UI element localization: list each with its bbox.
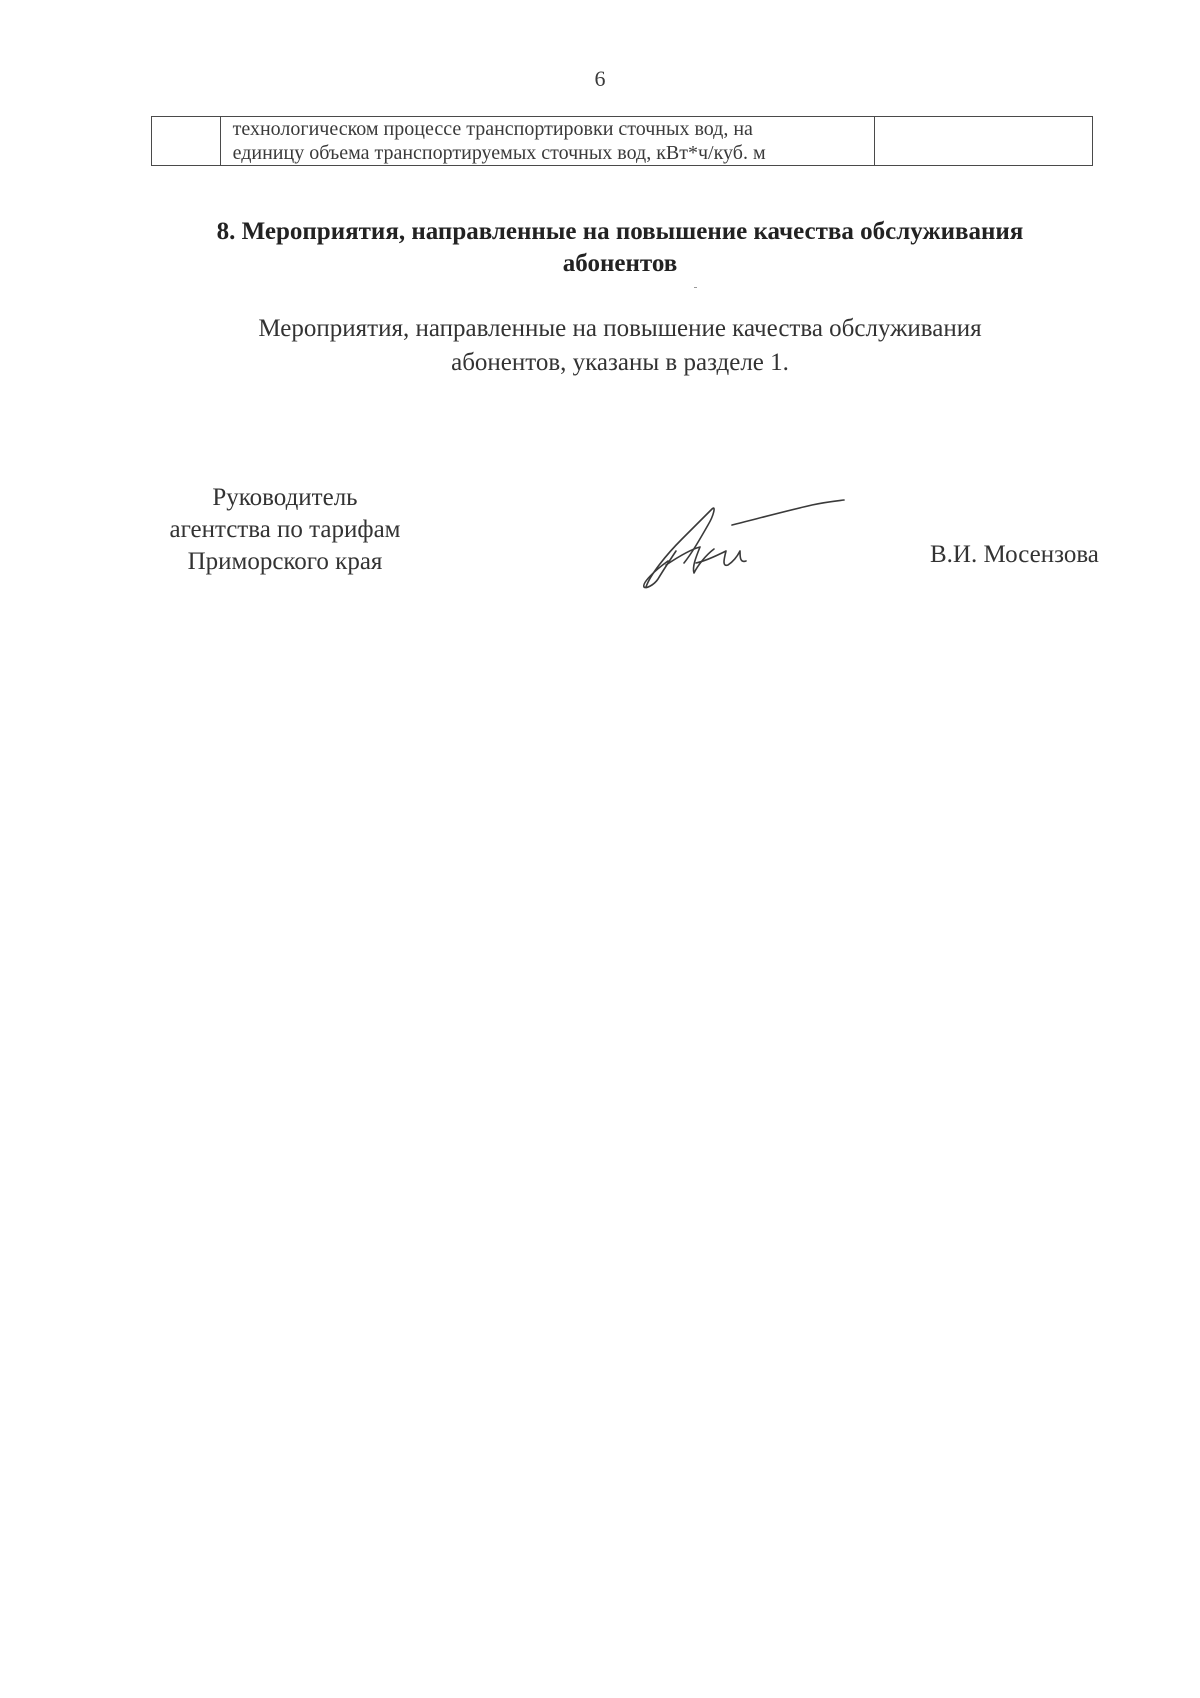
table-row (152, 117, 1093, 166)
table-cell-indicator (220, 117, 874, 166)
page-number: 6 (594, 66, 606, 91)
indicator-table (151, 116, 1093, 166)
signature-icon (636, 495, 856, 595)
table-cell-line: технологическом процессе транспортировки сточных вод, на (232, 118, 753, 140)
signatory-title-line: Приморского края (187, 548, 383, 575)
scan-speck (694, 287, 697, 288)
signatory-name: В.И. Мосензова (930, 541, 1099, 568)
section-heading-line: 8. Мероприятия, направленные на повышение качества обслуживания (216, 218, 1024, 245)
signatory-title (140, 482, 430, 578)
table-cell-value (874, 117, 1092, 166)
section-heading-line: абонентов (562, 250, 678, 277)
signatory-title-line: Руководитель (212, 484, 358, 511)
section-body-line: Мероприятия, направленные на повышение качества обслуживания (258, 315, 982, 342)
section-body-line: абонентов, указаны в разделе 1. (451, 349, 789, 376)
table-cell-line: единицу объема транспортируемых сточных вод, кВт*ч/куб. м (232, 142, 766, 164)
section-body (140, 312, 1100, 380)
section-heading (140, 216, 1100, 280)
signatory-title-line: агентства по тарифам (169, 516, 401, 543)
table-cell-number (152, 117, 221, 166)
